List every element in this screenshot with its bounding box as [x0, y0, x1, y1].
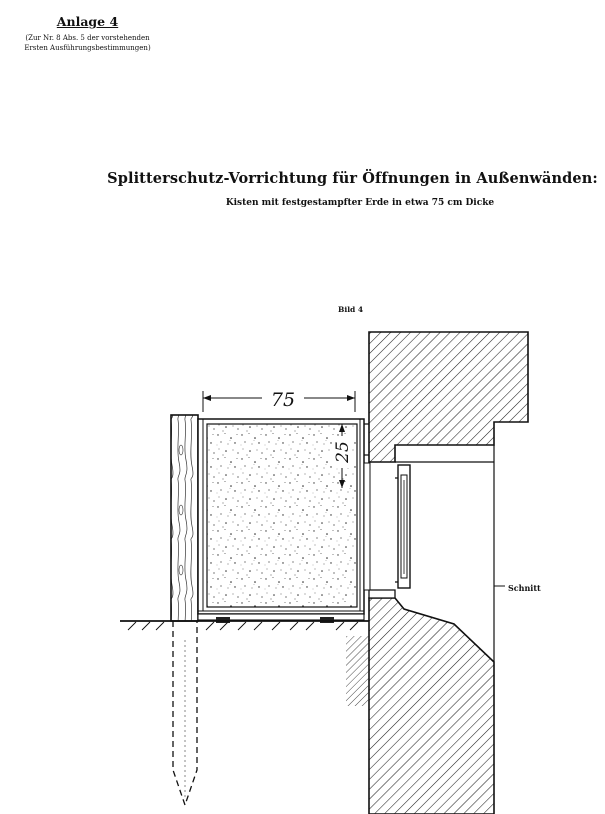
page-title: Splitterschutz-Vorrichtung für Öffnungen in Außenwänden: [107, 170, 598, 187]
section-label: Schnitt [508, 583, 541, 593]
wall-lower [369, 598, 494, 814]
foundation [346, 636, 369, 706]
annex-note-line2: Ersten Ausführungsbestimmungen) [24, 44, 151, 52]
page-subtitle: Kisten mit festgestampfter Erde in etwa 75 cm Dicke [225, 198, 495, 208]
wooden-post [171, 415, 198, 621]
ground-stake [173, 621, 197, 805]
figure-label: Bild 4 [338, 305, 364, 314]
wall-upper [369, 332, 528, 462]
dim-width-label: 75 [270, 389, 296, 411]
dim-height-label: 25 [333, 441, 353, 463]
annex-note-line1: (Zur Nr. 8 Abs. 5 der vorstehenden [25, 34, 150, 42]
annex-title: Anlage 4 [56, 14, 119, 29]
